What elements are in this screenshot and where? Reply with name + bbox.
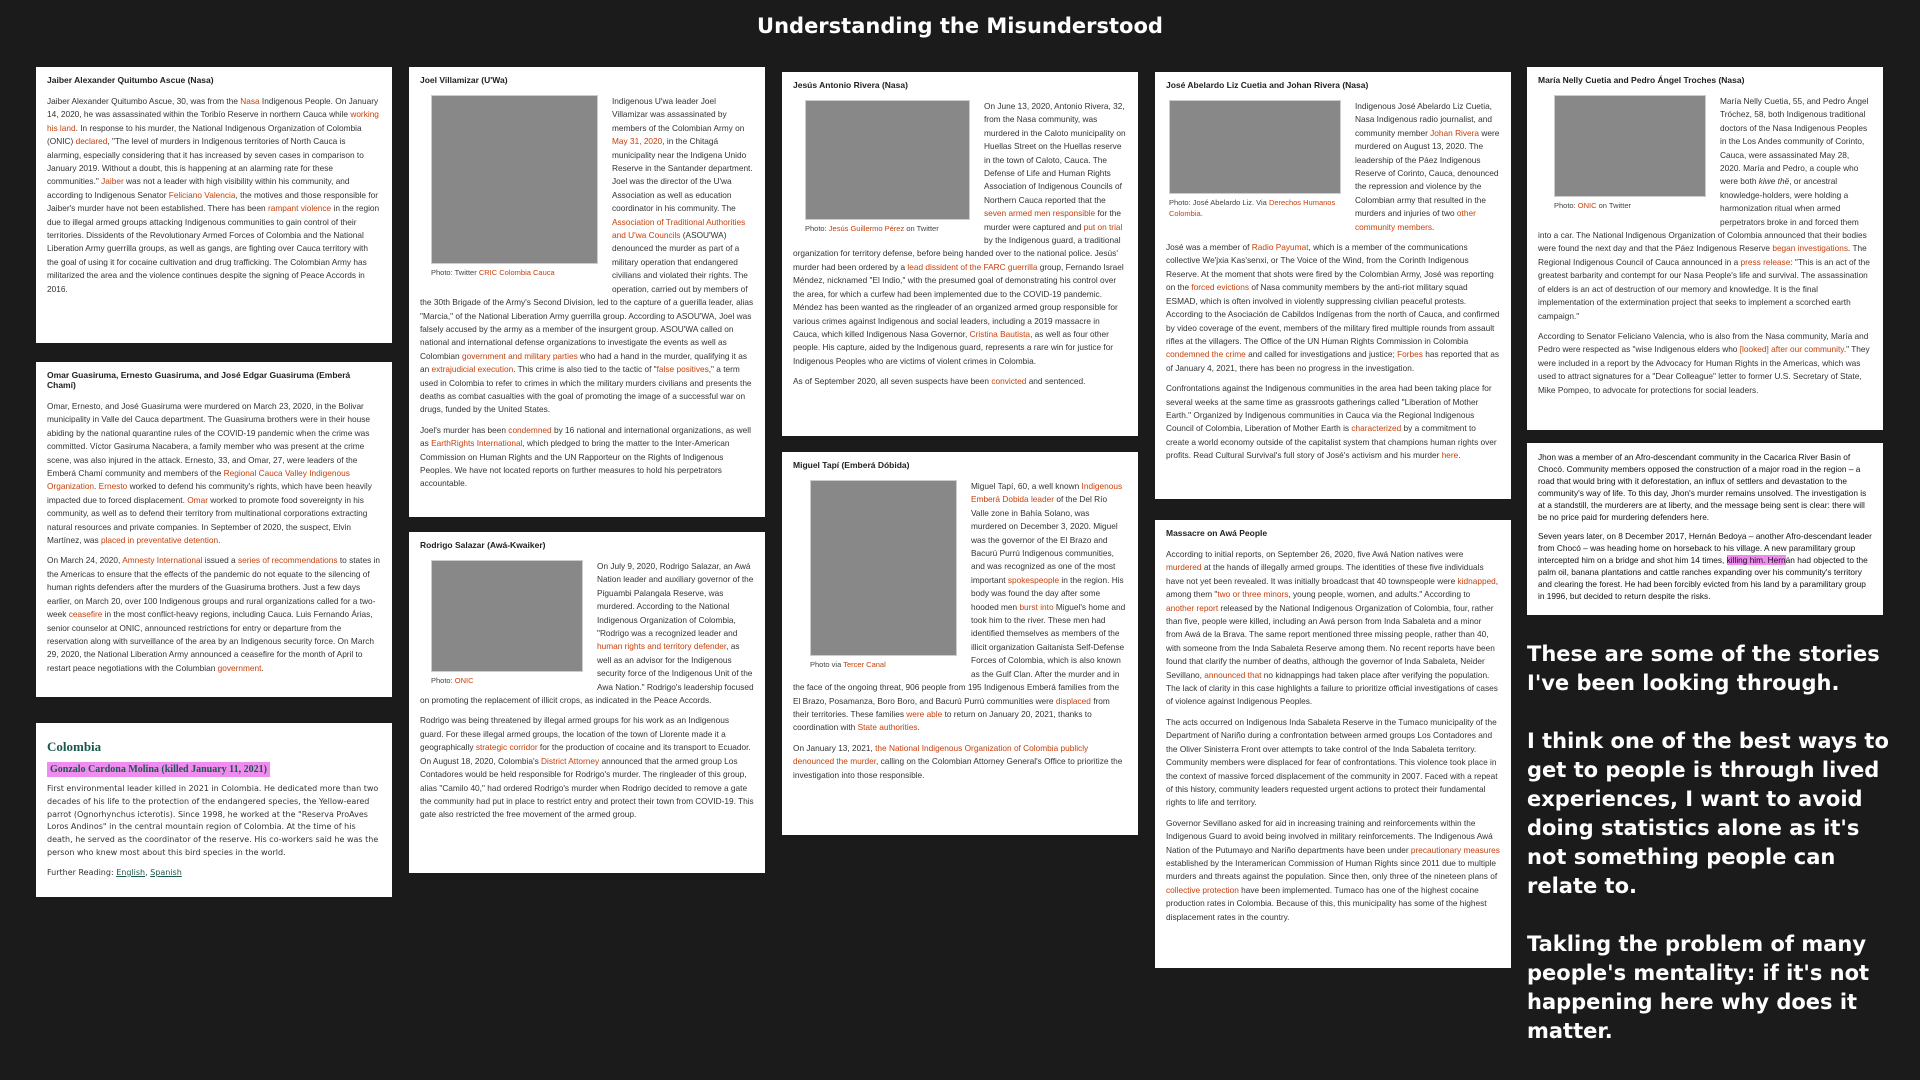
link[interactable]: Nasa (240, 96, 260, 106)
link[interactable]: put on trial (1083, 221, 1123, 232)
link[interactable]: rampant violence (267, 203, 332, 214)
link[interactable]: District Attorney (541, 755, 600, 766)
photo (805, 100, 970, 234)
link[interactable]: Amnesty International (122, 555, 203, 566)
photo (1169, 100, 1341, 219)
link[interactable]: burst into (1019, 601, 1054, 612)
link[interactable]: collective protection (1166, 884, 1239, 895)
photo (431, 95, 598, 278)
photo (810, 480, 957, 670)
link[interactable]: characterized (1351, 423, 1402, 434)
card-body: Seven years later, on 8 December 2017, Hernán Bedoya – another Afro-descendant leader from Chocó – was heading home on horseback to his village. A new paramilitary group intercepted him on a bridge and shot him 14 times, killing him. Hernán had objected to the palm oil, banana plantations and cattle ranches expanding over his community's territory and clearing the forest. He had been forcibly evicted from his land by a paramilitary group in 1996, but decided to return despite the risks. (1538, 531, 1872, 601)
link[interactable]: Omar (187, 494, 208, 505)
story-card-miguel (782, 452, 1138, 835)
link[interactable]: government (217, 662, 262, 673)
story-card-jhon-hernan (1527, 443, 1883, 615)
card-body: First environmental leader killed in 2021 in Colombia. He dedicated more than two decades of his life to the protection of the endangered species, the Yellow-eared parrot (Ognorhynchus icterotis). Since 1998, he worked at the "Reserva ProAves Loros Andinos" in the central mountain region of Colombia. At the time of his death, he served as the coordinator of the reserve. His co-workers said he was the person who knew most about this bird species in the world. (47, 784, 379, 857)
page-title: Understanding the Misunderstood (757, 14, 1163, 38)
highlight: killing him. Hern (1726, 555, 1786, 565)
story-card-jesus (782, 72, 1138, 436)
portrait-image (810, 480, 957, 656)
link[interactable]: Tercer Canal (843, 660, 886, 669)
link[interactable]: the National Indigenous Organization of Colombia publicly denounced the murder (793, 742, 1089, 767)
link[interactable]: ONIC (1577, 201, 1597, 210)
portrait-image (805, 100, 970, 220)
link[interactable]: human rights and territory defender (597, 641, 727, 652)
photo (431, 560, 583, 686)
link[interactable]: seven armed men responsible (984, 208, 1096, 219)
rally-image (431, 560, 583, 672)
link[interactable]: kidnapped (1457, 575, 1496, 586)
photo-caption: Photo: ONIC (431, 676, 474, 685)
link[interactable]: Regional Cauca Valley Indigenous Organization (47, 468, 350, 492)
link[interactable]: Forbes (1397, 349, 1423, 360)
link[interactable]: EarthRights International (431, 438, 523, 449)
story-card-joel (409, 67, 765, 517)
card-title: Omar Guasiruma, Ernesto Guasiruma, and José Edgar Guasiruma (Emberá Chamí) (47, 370, 351, 390)
link[interactable]: Association of Traditional Authorities and U'wa Councils (612, 216, 746, 241)
link[interactable]: false positives (656, 364, 709, 375)
link[interactable]: another report (1166, 602, 1219, 613)
card-body: On January 13, 2021, the National Indigenous Organization of Colombia publicly denounced the murder, calling on the Colombian Attorney General's Office to prioritize the investigation into those responsible. (793, 742, 1123, 780)
card-body: María Nelly Cuetia, 55, and Pedro Ángel Tróchez, 58, both Indigenous traditional doctors of the Nasa Indigenous Peoples in the Los Andes community of Corinto, Cauca, were assassinated May 28, 2020. María and Pedro, a couple who were both kiwe thë, or ancestral knowledge-holders, were holding a harmonization ritual when armed perpetrators broke in and forced them into a car. The National Indigenous Organization of Colombia announced that their bodies were found the next day and that the Páez Indigenous Reserve began investigations. The Regional Indigenous Council of Cauca announced in a press release: "This is an act of the greatest barbarity and contempt for our Nasa People's life and survival. The assassination of elders is an act of destruction of our memory and knowledge. It is the final implementation of the extermination project that seeks to implement a scorched earth campaign." (1538, 96, 1870, 321)
card-body: Indigenous U'wa leader Joel Villamizar was assassinated by members of the Colombian Army on May 31, 2020, in the Chitagá municipality near the Indigena Unido Reserve in the Santander department. Joel was the director of the U'wa Association as well as education coordinator in his community. The Association of Traditional Authorities and U'wa Councils (ASOU'WA) denounced the murder as part of a military operation that endangered civilians and violated their rights. The operation, carried out by members of the 30th Brigade of the Army's Second Division, led to the capture of a guerilla leader, alias "Marcia," of the National Liberation Army guerrilla group. According to ASOU'WA, Joel was falsely accused by the army as a member of the insurgent group. ASOU'WA called on national and international defense organizations to investigate the events as well as Colombian government and military parties who had a hand in the murder, qualifying it as an extrajudicial execution. This crime is also tied to the tactic of "false positives," a term used in Colombia to refer to crimes in which the military murders civilians and presents the deaths as combat casualties with the goal of promoting the image of a successful war on drugs, funded by the United States. (420, 96, 754, 415)
photo-caption: Photo: ONIC on Twitter (1554, 201, 1631, 210)
link[interactable]: lead dissident of the FARC guerrilla (907, 261, 1038, 272)
link[interactable]: State authorities (857, 722, 918, 733)
further-reading: Further Reading: English, Spanish (47, 867, 182, 877)
link[interactable]: Jaiber (101, 176, 124, 187)
link[interactable]: ceasefire (68, 609, 103, 620)
card-title: José Abelardo Liz Cuetia and Johan Rivera (Nasa) (1166, 80, 1369, 90)
card-body: According to initial reports, on September 26, 2020, five Awá Nation natives were murdered at the hands of illegally armed groups. The identities of these five individuals have not yet been revealed. It was initially broadcast that 40 townspeople were kidnapped, among them "two or three minors, young people, women, and adults." According to another report released by the National Indigenous Organization of Colombia, four, rather than five, people were killed, including an Awá person from Inda Sabaleta and a minor from Awá de la Brava. The same report mentioned three missing people, rather than 40, with someone from the Inda Sabaleta Reserve among them. No recent reports have been found that clarify the number of deaths, although the governor of Inda Sabaleta, Neider Sevillano, announced that no kidnappings had taken place after verifying the population. The lack of clarity in this case highlights a failure to prioritize official investigations of cases of violence against Indigenous Peoples. (1166, 549, 1499, 707)
card-title: Jaiber Alexander Quitumbo Ascue (Nasa) (47, 75, 214, 85)
card-title: Jesús Antonio Rivera (Nasa) (793, 80, 908, 90)
card-body: Confrontations against the Indigenous communities in the area had been taking place for several weeks at the same time as grassroots gatherings called "Liberation of Mother Earth." Organized by Indigenous communities in Cauca via the Regional Indigenous Council of Colombia, Liberation of Mother Earth is characterized by a commitment to create a world economy outside of the capitalist system that champions human rights over profits. Read Cultural Survival's full story of José's activism and his murder here. (1166, 383, 1497, 461)
link[interactable]: other community members (1355, 208, 1476, 232)
link[interactable]: Indigenous Emberá Dobida leader (971, 481, 1123, 505)
card-body: José was a member of Radio Payumat, which is a member of the communications collective We'jxia Kas'senxi, or The Voice of the Wind, from the Corinth Indigenous Reserve. At the moment that shots were fired by the Colombian Army, José was reporting on the forced evictions of Nasa community members by the anti-riot military squad ESMAD, which is often involved in violently suppressing civilian peaceful protests. According to the Asociación de Cabildos Indígenas from the north of Cauca, and confirmed by video coverage of the event, members of the military fired multiple rounds from assault rifles at the villagers. The Office of the UN Human Rights Commission in Colombia condemned the crime and called for investigations and justice; Forbes has reported that as of January 4, 2021, there has been no progress in the investigation. (1166, 242, 1500, 373)
card-body: Omar, Ernesto, and José Guasiruma were murdered on March 23, 2020, in the Bolivar municipality in Valle del Cauca department. The Guasiruma brothers were in their house abiding by the national quarantine rules of the COVID-19 pandemic when the crime was committed. Víctor Gasiruma Nacabera, a family member who was present at the crime scene, was also injured in the attack. Ernesto, 33, and Omar, 27, were leaders of the Emberá Chamí community and members of the Regional Cauca Valley Indigenous Organization. Ernesto worked to defend his community's rights, which have been heavily impacted due to forced displacement. Omar worked to promote food sovereignty in his community, as well as to defend their territory from multinational corporations extracting natural resources and private companies. In September of 2020, the suspect, Elvin Martínez, was placed in preventative detention. (47, 401, 372, 546)
story-card-rodrigo (409, 532, 765, 873)
note-1: These are some of the stories I've been looking through. (1527, 642, 1880, 695)
card-title: Rodrigo Salazar (Awá-Kwaiker) (420, 540, 546, 550)
link[interactable]: here (1441, 450, 1459, 461)
link[interactable]: spokespeople (1007, 574, 1060, 585)
photo-caption: Photo: Jesús Guillermo Pérez on Twitter (805, 224, 939, 233)
link[interactable]: were able (906, 708, 943, 719)
card-body: Jaiber Alexander Quitumbo Ascue, 30, was from the Nasa Indigenous People. On January 14, 2020, he was assassinated within the Toribío Reserve in northern Cauca while working his land. In response to his murder, the National Indigenous Organization of Colombia (ONIC) declared, "The level of murders in Indigenous territories of North Cauca is alarming, especially considering that it has increased by seven cases in comparison to January 2019. Without a doubt, this is happening at an alarming rate for these communities." Jaiber was not a leader with high visibility within his community, and according to Indigenous Senator Feliciano Valencia, the motives and those responsible for Jaiber's murder have not been established. There has been rampant violence in the region due to illegal armed groups attacking Indigenous communities to gain control of their territories. Dissidents of the Revolutionary Armed Forces of Colombia and the National Liberation Army guerrilla groups, as well as gangs, are fighting over Cauca territory with the goal of using it for cocaine cultivation and drug trafficking. The Colombian Army has militarized the area and the violence continues despite the signing of Peace Accords in 2016. (47, 96, 380, 294)
link[interactable]: condemned the crime (1166, 349, 1246, 360)
presenter-notes (1527, 640, 1897, 1075)
link[interactable]: convicted (991, 376, 1027, 387)
card-title: Miguel Tapí (Emberá Dóbida) (793, 460, 910, 470)
link[interactable]: press release (1740, 256, 1791, 267)
card-body: On July 9, 2020, Rodrigo Salazar, an Awá Nation leader and auxiliary governor of the Piguambi Palangala Reserve, was murdered. According to the National Indigenous Organization of Colombia, "Rodrigo was a recognized leader and human rights and territory defender, as well as an advisor for the Indigenous security force of the Indigenous Unit of the Awa Nation." Rodrigo's leadership focused on promoting the replacement of illicit crops, as indicated in the Peace Accords. (420, 561, 754, 706)
link[interactable]: Feliciano Valencia (168, 189, 236, 200)
card-body: As of September 2020, all seven suspects have been convicted and sentenced. (793, 376, 1086, 387)
link[interactable]: placed in preventative detention (100, 535, 219, 546)
link[interactable]: May 31, 2020 (612, 136, 663, 147)
link[interactable]: murdered (1166, 562, 1202, 573)
story-card-guasiruma (36, 362, 392, 697)
portrait-image (431, 95, 598, 264)
link[interactable]: [looked] after our community (1739, 344, 1844, 355)
link[interactable]: extrajudicial execution (431, 364, 514, 375)
card-title: María Nelly Cuetia and Pedro Ángel Troches (Nasa) (1538, 75, 1745, 85)
link[interactable]: ONIC (454, 676, 474, 685)
card-title: Joel Villamizar (U'Wa) (420, 75, 508, 85)
link[interactable]: series of recommendations (237, 555, 338, 566)
story-card-jaiber (36, 67, 392, 343)
card-body: On March 24, 2020, Amnesty International issued a series of recommendations to states in the Americas to ensure that the effects of the pandemic do not equate to the silencing of human rights defenders after the murders of the Guasiruma brothers. Just a few days earlier, on March 20, over 100 Indigenous groups and rural organizations called for a two-week ceasefire in the most conflict-heavy regions, including Cauca. Luis Fernando Árias, senior counselor at ONIC, announced restrictions for entry or departure from the reservation along with surveillance of the area by an Indigenous security force. On March 29, 2020, the National Liberation Army announced a ceasefire for the month of April to restart peace negotiations with the Columbian government. (47, 555, 380, 673)
card-body: Jhon was a member of an Afro-descendant community in the Cacarica River Basin of Chocó. Community members opposed the construction of a major road in the region – a road that would bring with it deforestation, an influx of settlers and devastation to the community's way of life. To this day, Jhon's murder remains unsolved. The investigation is at a standstill, the murderers are at liberty, and the message being sent is clear: there will be no price paid for murdering defenders here. (1538, 452, 1867, 522)
card-body: According to Senator Feliciano Valencia, who is also from the Nasa community, María and Pedro were respected as "wise Indigenous elders who [looked] after our community." They were included in a report by the Advocacy for Human Rights in the Americas, which was used to attract signatures for a "Dear Colleague" letter to former U.S. Secretary of State, Mike Pompeo, to advocate for protections for social leaders. (1538, 330, 1870, 395)
card-body: The acts occurred on Indigenous Inda Sabaleta Reserve in the Tumaco municipality of the Department of Nariño during a confrontation between armed groups Los Contadores and the Oliver Sinisterra Front over attempts to take control of the Inda Sabaleta territory. Community members were displaced for fear of confrontations. This violence took place in the context of massive forced displacement of the community in 2007. Faced with a repeat of this history, community leaders requested urgent actions to protect their fundamental rights to life and territory. (1166, 716, 1498, 808)
link[interactable]: CRIC Colombia Cauca (478, 268, 555, 277)
link[interactable]: precautionary measures (1410, 844, 1500, 855)
portrait-image (1554, 95, 1706, 197)
highlighted-name: Gonzalo Cardona Molina (killed January 11, 2021) (47, 762, 270, 777)
link[interactable]: Cristina Bautista (969, 328, 1031, 339)
link[interactable]: began investigations (1772, 243, 1848, 254)
link[interactable]: declared (75, 136, 108, 147)
radio-studio-image (1169, 100, 1341, 194)
link[interactable]: announced that (1204, 669, 1262, 680)
link[interactable]: Ernesto (98, 481, 128, 492)
card-body: Indigenous José Abelardo Liz Cuetia, Nasa Indigenous radio journalist, and community member Johan Rivera were murdered on August 13, 2020. The leadership of the Páez Indigenous Reserve of Corinto, Cauca, denounced the repression and violence by the Colombian army that resulted in the murders and injuries of two other community members. (1355, 101, 1500, 232)
link[interactable]: government and military parties (461, 350, 578, 361)
card-body: Rodrigo was being threatened by illegal armed groups for his work as an Indigenous guard. For these illegal armed groups, the location of the town of Llorente made it a geographically strategic corridor for the production of cocaine and its transport to Ecuador. On August 18, 2020, Colombia's District Attorney announced that the armed group Los Contadores would be held responsible for Rodrigo's murder. The ringleader of this group, alias "Camilo 40," had ordered Rodrigo's murder when Rodrigo decided to remove a gate the community had put in place to restrict entry and protect their town from COVID-19. This gate also restricted the free movement of the armed group. (420, 715, 754, 820)
link[interactable]: forced evictions (1191, 282, 1250, 293)
note-2: I think one of the best ways to get to people is through lived experiences, I want to avoid doing statistics alone as it's not something people can relate to. (1527, 729, 1889, 898)
story-card-awa-massacre (1155, 520, 1511, 968)
link[interactable]: Radio Payumat (1251, 242, 1309, 253)
card-body: Joel's murder has been condemned by 16 national and international organizations, as well as EarthRights International, which pledged to bring the matter to the Inter-American Commission on Human Rights and the UN Rapporteur on the Rights of Indigenous Peoples. We have not located reports on further measures to hold his perpetrators accountable. (420, 424, 751, 489)
link[interactable]: displaced (1055, 695, 1091, 706)
link[interactable]: two or three minors (1217, 589, 1289, 600)
story-card-maria-nelly (1527, 67, 1883, 430)
photo-caption: Photo: Twitter CRIC Colombia Cauca (431, 268, 555, 277)
photo-caption: Photo: José Abelardo Liz. Via Derechos Humanos Colombia. (1169, 198, 1336, 218)
story-card-jose-abelardo (1155, 72, 1511, 499)
card-title: Massacre on Awá People (1166, 528, 1268, 538)
link[interactable]: condemned (508, 424, 552, 435)
card-body: Miguel Tapí, 60, a well known Indigenous Emberá Dobida leader of the Del Río Valle zone in Bahía Solano, was murdered on December 3, 2020. Miguel was the governor of the El Brazo and Bacurú Purrú Indigenous communities, and was recognized as one of the most important spokespeople in the region. His body was found the day after some hooded men burst into Miguel's home and took him to the river. These men had identified themselves as members of the illicit organization Gaitanista Self-Defense Forces of Colombia, which is also known as the Gulf Clan. After the murder and in the face of the ongoing threat, 906 people from 195 Indigenous Emberá families from the El Brazo, Posamanza, Boro Boro, and Bacurú Purrú communities were displaced from their territories. These families were able to return on January 20, 2021, thanks to coordination with State authorities. (793, 481, 1126, 733)
photo-caption: Photo via Tercer Canal (810, 660, 886, 669)
link-english[interactable]: English (116, 867, 146, 877)
link[interactable]: Derechos Humanos Colombia (1169, 198, 1336, 218)
card-body: Governor Sevillano asked for aid in increasing training and reinforcements within the Indigenous Guard to avoid being involved in military reinforcements. The Indigenous Awá Nation of the Putumayo and Nariño departments have been under precautionary measures established by the Interamerican Commission of Human Rights since 2011 due to multiple murders and threats against the population. Since then, only three of the nineteen plans of collective protection have been implemented. Tumaco has one of the highest cocaine production rates in Colombia. Because of this, this municipality has some of the highest displacement rates in the country. (1166, 817, 1500, 922)
story-card-colombia (36, 723, 392, 897)
link-spanish[interactable]: Spanish (150, 867, 182, 877)
link[interactable]: strategic corridor (475, 742, 538, 753)
card-body: On June 13, 2020, Antonio Rivera, 32, from the Nasa community, was murdered in the Caloto municipality on Huellas Street on the Huellas reserve in the town of Caloto, Cauca. The Defense of Life and Human Rights Association of Indigenous Councils of Northern Cauca reported that the seven armed men responsible for the murder were captured and put on trial by the Indigenous guard, a traditional organization for territory defense, before being handed over to the national police. Jesús' murder had been ordered by a lead dissident of the FARC guerrilla group, Fernando Israel Méndez, nicknamed "El Indio," with the presumed goal of demonstrating his control over the area, for which a curfew had been implemented due to the COVID-19 pandemic. Méndez has been wanted as the ringleader of an organized armed group responsible for various crimes against Indigenous and social leaders, including a 2019 massacre in Cauca, which killed Indigenous Nasa Governor, Cristina Bautista, as well as four other people. His capture, aided by the Indigenous guard, represents a rare win for justice for Indigenous Peoples who are victims of violent crimes in Colombia. (793, 101, 1126, 366)
link[interactable]: Jesús Guillermo Pérez (828, 224, 905, 233)
link[interactable]: Johan Rivera (1430, 127, 1480, 138)
photo (1554, 95, 1706, 211)
country-heading: Colombia (47, 739, 102, 754)
link[interactable]: working his land (47, 109, 379, 133)
note-3: Takling the problem of many people's mentality: if it's not happening here why does it matter. (1527, 932, 1870, 1043)
